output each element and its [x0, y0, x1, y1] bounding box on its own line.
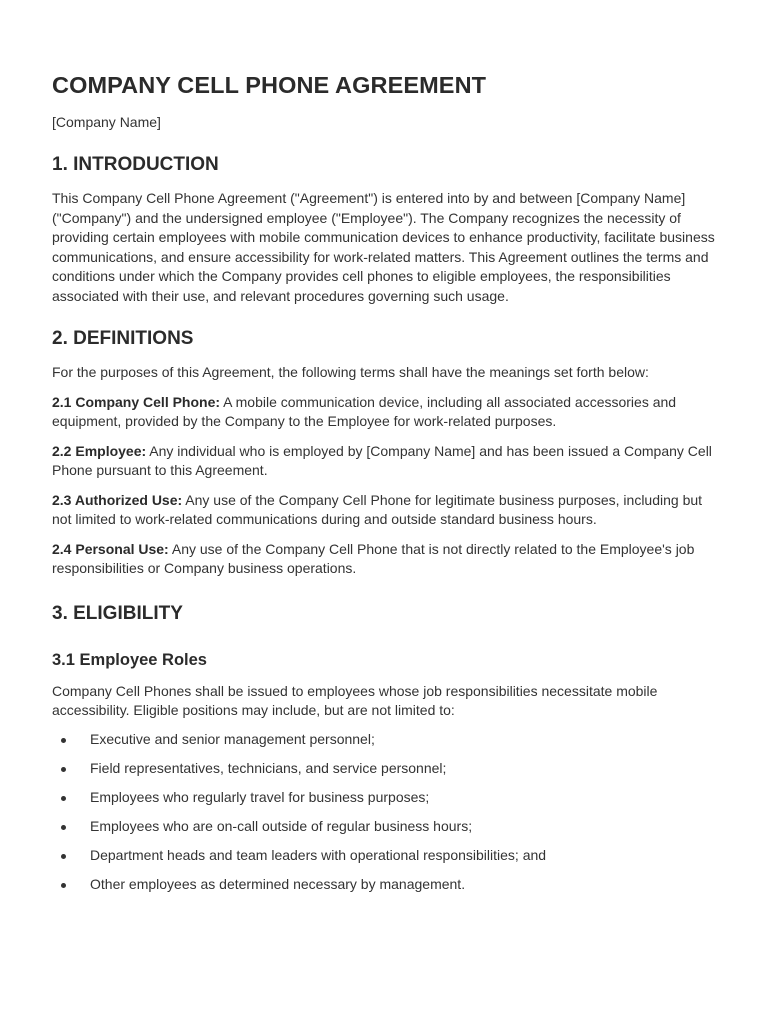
list-item [52, 875, 722, 895]
list-item-text: Field representatives, technicians, and service personnel; [90, 759, 447, 776]
definition-item [52, 442, 722, 481]
definition-term: 2.1 Company Cell Phone: [52, 393, 221, 410]
company-name-placeholder: [Company Name] [52, 114, 161, 130]
list-item [52, 759, 722, 779]
definition-item [52, 393, 722, 432]
definition-term: 2.2 Employee: [52, 442, 147, 459]
employee-roles-paragraph: Company Cell Phones shall be issued to employees whose job responsibilities necessitate mobile accessibility. Eligible positions may include, but are not limited to: [52, 682, 658, 718]
list-item-text: Executive and senior management personnel; [90, 730, 375, 747]
definition-term: 2.4 Personal Use: [52, 540, 169, 557]
definitions-intro-paragraph: For the purposes of this Agreement, the following terms shall have the meanings set forth below: [52, 364, 649, 380]
introduction-paragraph: This Company Cell Phone Agreement ("Agreement") is entered into by and between [Company Name] ("Company") and the undersigned employee ("Employee"). The Company recognizes the necessity of providing certain employees with mobile communication devices to enhance productivity, facilitate business communications, and ensure accessibility for work-related matters. This Agreement outlines the terms and conditions under which the Company provides cell phones to eligible employees, the responsibilities associated with their use, and relevant procedures governing such usage. [52, 190, 715, 304]
document-title: COMPANY CELL PHONE AGREEMENT [52, 72, 487, 98]
list-item-text: Employees who are on-call outside of regular business hours; [90, 817, 473, 834]
list-item [52, 730, 722, 750]
bullet-icon [61, 854, 66, 859]
list-item-text: Employees who regularly travel for business purposes; [90, 788, 430, 805]
definition-text: Any use of the Company Cell Phone that is not directly related to the Employee's job responsibilities or Company business operations. [52, 540, 695, 576]
section-heading-definitions: 2. DEFINITIONS [52, 328, 194, 349]
bullet-icon [61, 738, 66, 743]
bullet-icon [61, 796, 66, 801]
bullet-icon [61, 767, 66, 772]
definition-text: Any individual who is employed by [Company Name] and has been issued a Company Cell Phone pursuant to this Agreement. [52, 442, 712, 478]
section-heading-eligibility: 3. ELIGIBILITY [52, 602, 183, 624]
document-page [52, 70, 722, 904]
definition-item [52, 540, 722, 579]
definition-item [52, 491, 722, 530]
subsection-heading-employee-roles: 3.1 Employee Roles [52, 650, 207, 669]
list-item-text: Other employees as determined necessary by management. [90, 875, 466, 892]
list-item [52, 846, 722, 866]
bullet-icon [61, 825, 66, 830]
definition-term: 2.3 Authorized Use: [52, 491, 183, 508]
eligible-roles-list [52, 730, 722, 895]
section-heading-introduction: 1. INTRODUCTION [52, 154, 219, 175]
definition-text: Any use of the Company Cell Phone for legitimate business purposes, including but not limited to work-related communications during and outside standard business hours. [52, 491, 703, 527]
bullet-icon [61, 883, 66, 888]
list-item-text: Department heads and team leaders with operational responsibilities; and [90, 846, 547, 863]
definition-text: A mobile communication device, including all associated accessories and equipment, provided by the Company to the Employee for work-related purposes. [52, 393, 677, 429]
list-item [52, 817, 722, 837]
list-item [52, 788, 722, 808]
